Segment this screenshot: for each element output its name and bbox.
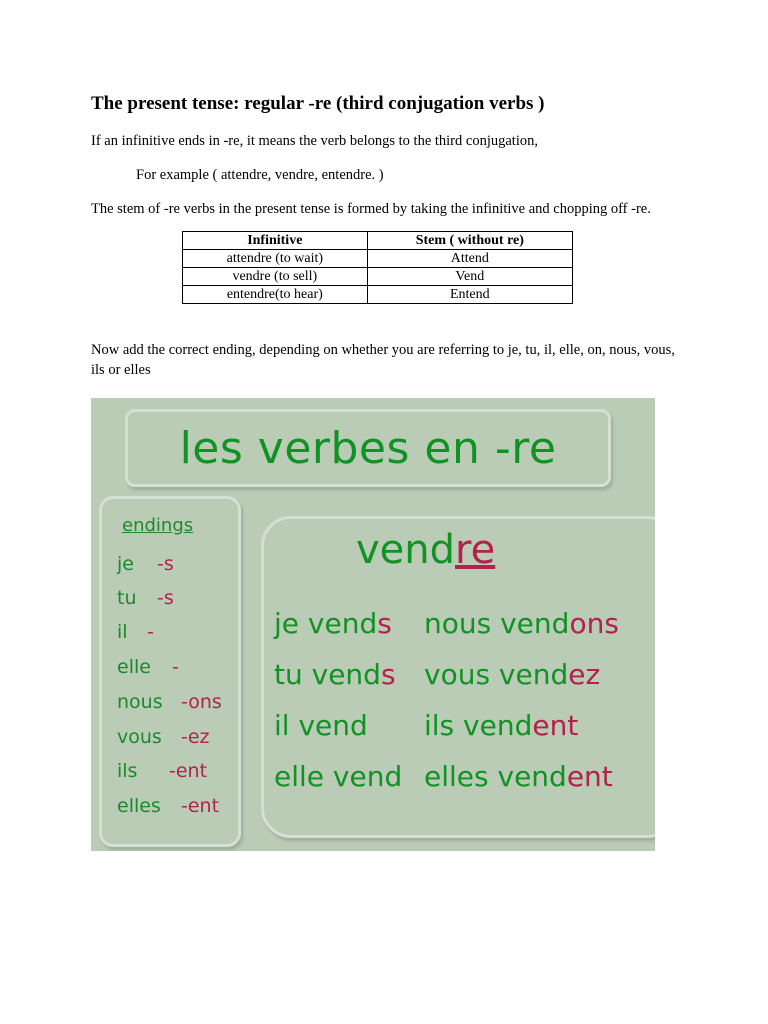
header-infinitive: Infinitive (183, 232, 368, 250)
conjugation-stem: vous vend (424, 658, 569, 691)
conjugation-elles (424, 760, 613, 793)
endings-box (99, 496, 241, 847)
ending-suffix: -s (157, 553, 174, 575)
header-stem: Stem ( without re) (367, 232, 572, 250)
table-cell-infinitive: entendre(to hear) (183, 286, 368, 304)
table-header-row (183, 232, 573, 250)
table-cell-stem: Vend (367, 268, 572, 286)
endings-heading: endings (122, 515, 194, 536)
ending-pronoun: il (117, 621, 128, 643)
conjugation-ils (424, 709, 578, 742)
poster-title: les verbes en -re (179, 422, 557, 474)
conjugation-ending: ons (569, 607, 619, 640)
stem-table (182, 231, 573, 304)
ending-suffix: -ent (169, 760, 208, 782)
ending-row-nous (117, 691, 222, 713)
verb-stem: vend (356, 527, 456, 573)
ending-suffix: -s (157, 587, 174, 609)
table-cell-stem: Attend (367, 250, 572, 268)
example-paragraph: For example ( attendre, vendre, entendre. ) (136, 167, 384, 183)
ending-pronoun: ils (117, 760, 138, 782)
conjugation-vous (424, 658, 600, 691)
conjugation-elle (274, 760, 402, 793)
table-cell-infinitive: attendre (to wait) (183, 250, 368, 268)
verb-ending: re (455, 527, 496, 573)
conjugation-ending: s (377, 607, 392, 640)
poster-title-box (125, 409, 611, 487)
ending-pronoun: je (117, 553, 134, 575)
table-row (183, 250, 573, 268)
ending-row-tu (117, 587, 174, 609)
table-cell-stem: Entend (367, 286, 572, 304)
page-title: The present tense: regular -re (third conjugation verbs ) (91, 93, 545, 114)
stem-rule-paragraph: The stem of -re verbs in the present tense is formed by taking the infinitive and chopping off -re. (91, 201, 651, 217)
ending-row-elle (117, 656, 179, 678)
table-row (183, 268, 573, 286)
conjugation-stem: elles vend (424, 760, 567, 793)
intro-paragraph: If an infinitive ends in -re, it means the verb belongs to the third conjugation, (91, 133, 538, 149)
ending-pronoun: elle (117, 656, 151, 678)
ending-pronoun: nous (117, 691, 163, 713)
conjugation-stem: tu vend (274, 658, 381, 691)
conjugation-ending: ent (566, 760, 613, 793)
conjugation-stem: ils vend (424, 709, 533, 742)
conjugation-stem: il vend (274, 709, 368, 742)
ending-suffix: - (172, 656, 179, 678)
table-row (183, 286, 573, 304)
ending-row-elles (117, 795, 219, 817)
ending-pronoun: vous (117, 726, 162, 748)
ending-suffix: - (147, 621, 154, 643)
conjugation-ending: ez (568, 658, 601, 691)
conjugation-je (274, 607, 392, 640)
ending-row-il (117, 621, 154, 643)
endings-note-paragraph: Now add the correct ending, depending on whether you are referring to je, tu, il, elle, on, nous, vous, ils or elles (91, 342, 675, 378)
conjugation-stem: elle vend (274, 760, 403, 793)
conjugation-stem: nous vend (424, 607, 570, 640)
table-cell-infinitive: vendre (to sell) (183, 268, 368, 286)
ending-pronoun: tu (117, 587, 137, 609)
conjugation-nous (424, 607, 619, 640)
verb-poster-image (91, 398, 655, 851)
conjugation-tu (274, 658, 396, 691)
ending-suffix: -ent (181, 795, 220, 817)
ending-row-vous (117, 726, 210, 748)
ending-suffix: -ons (181, 691, 222, 713)
conjugation-box (261, 516, 655, 838)
conjugation-stem: je vend (274, 607, 378, 640)
verb-title (356, 527, 495, 573)
conjugation-il (274, 709, 368, 742)
ending-row-je (117, 553, 174, 575)
ending-row-ils (117, 760, 207, 782)
ending-pronoun: elles (117, 795, 161, 817)
conjugation-ending: ent (532, 709, 579, 742)
ending-suffix: -ez (181, 726, 210, 748)
conjugation-ending: s (380, 658, 396, 691)
